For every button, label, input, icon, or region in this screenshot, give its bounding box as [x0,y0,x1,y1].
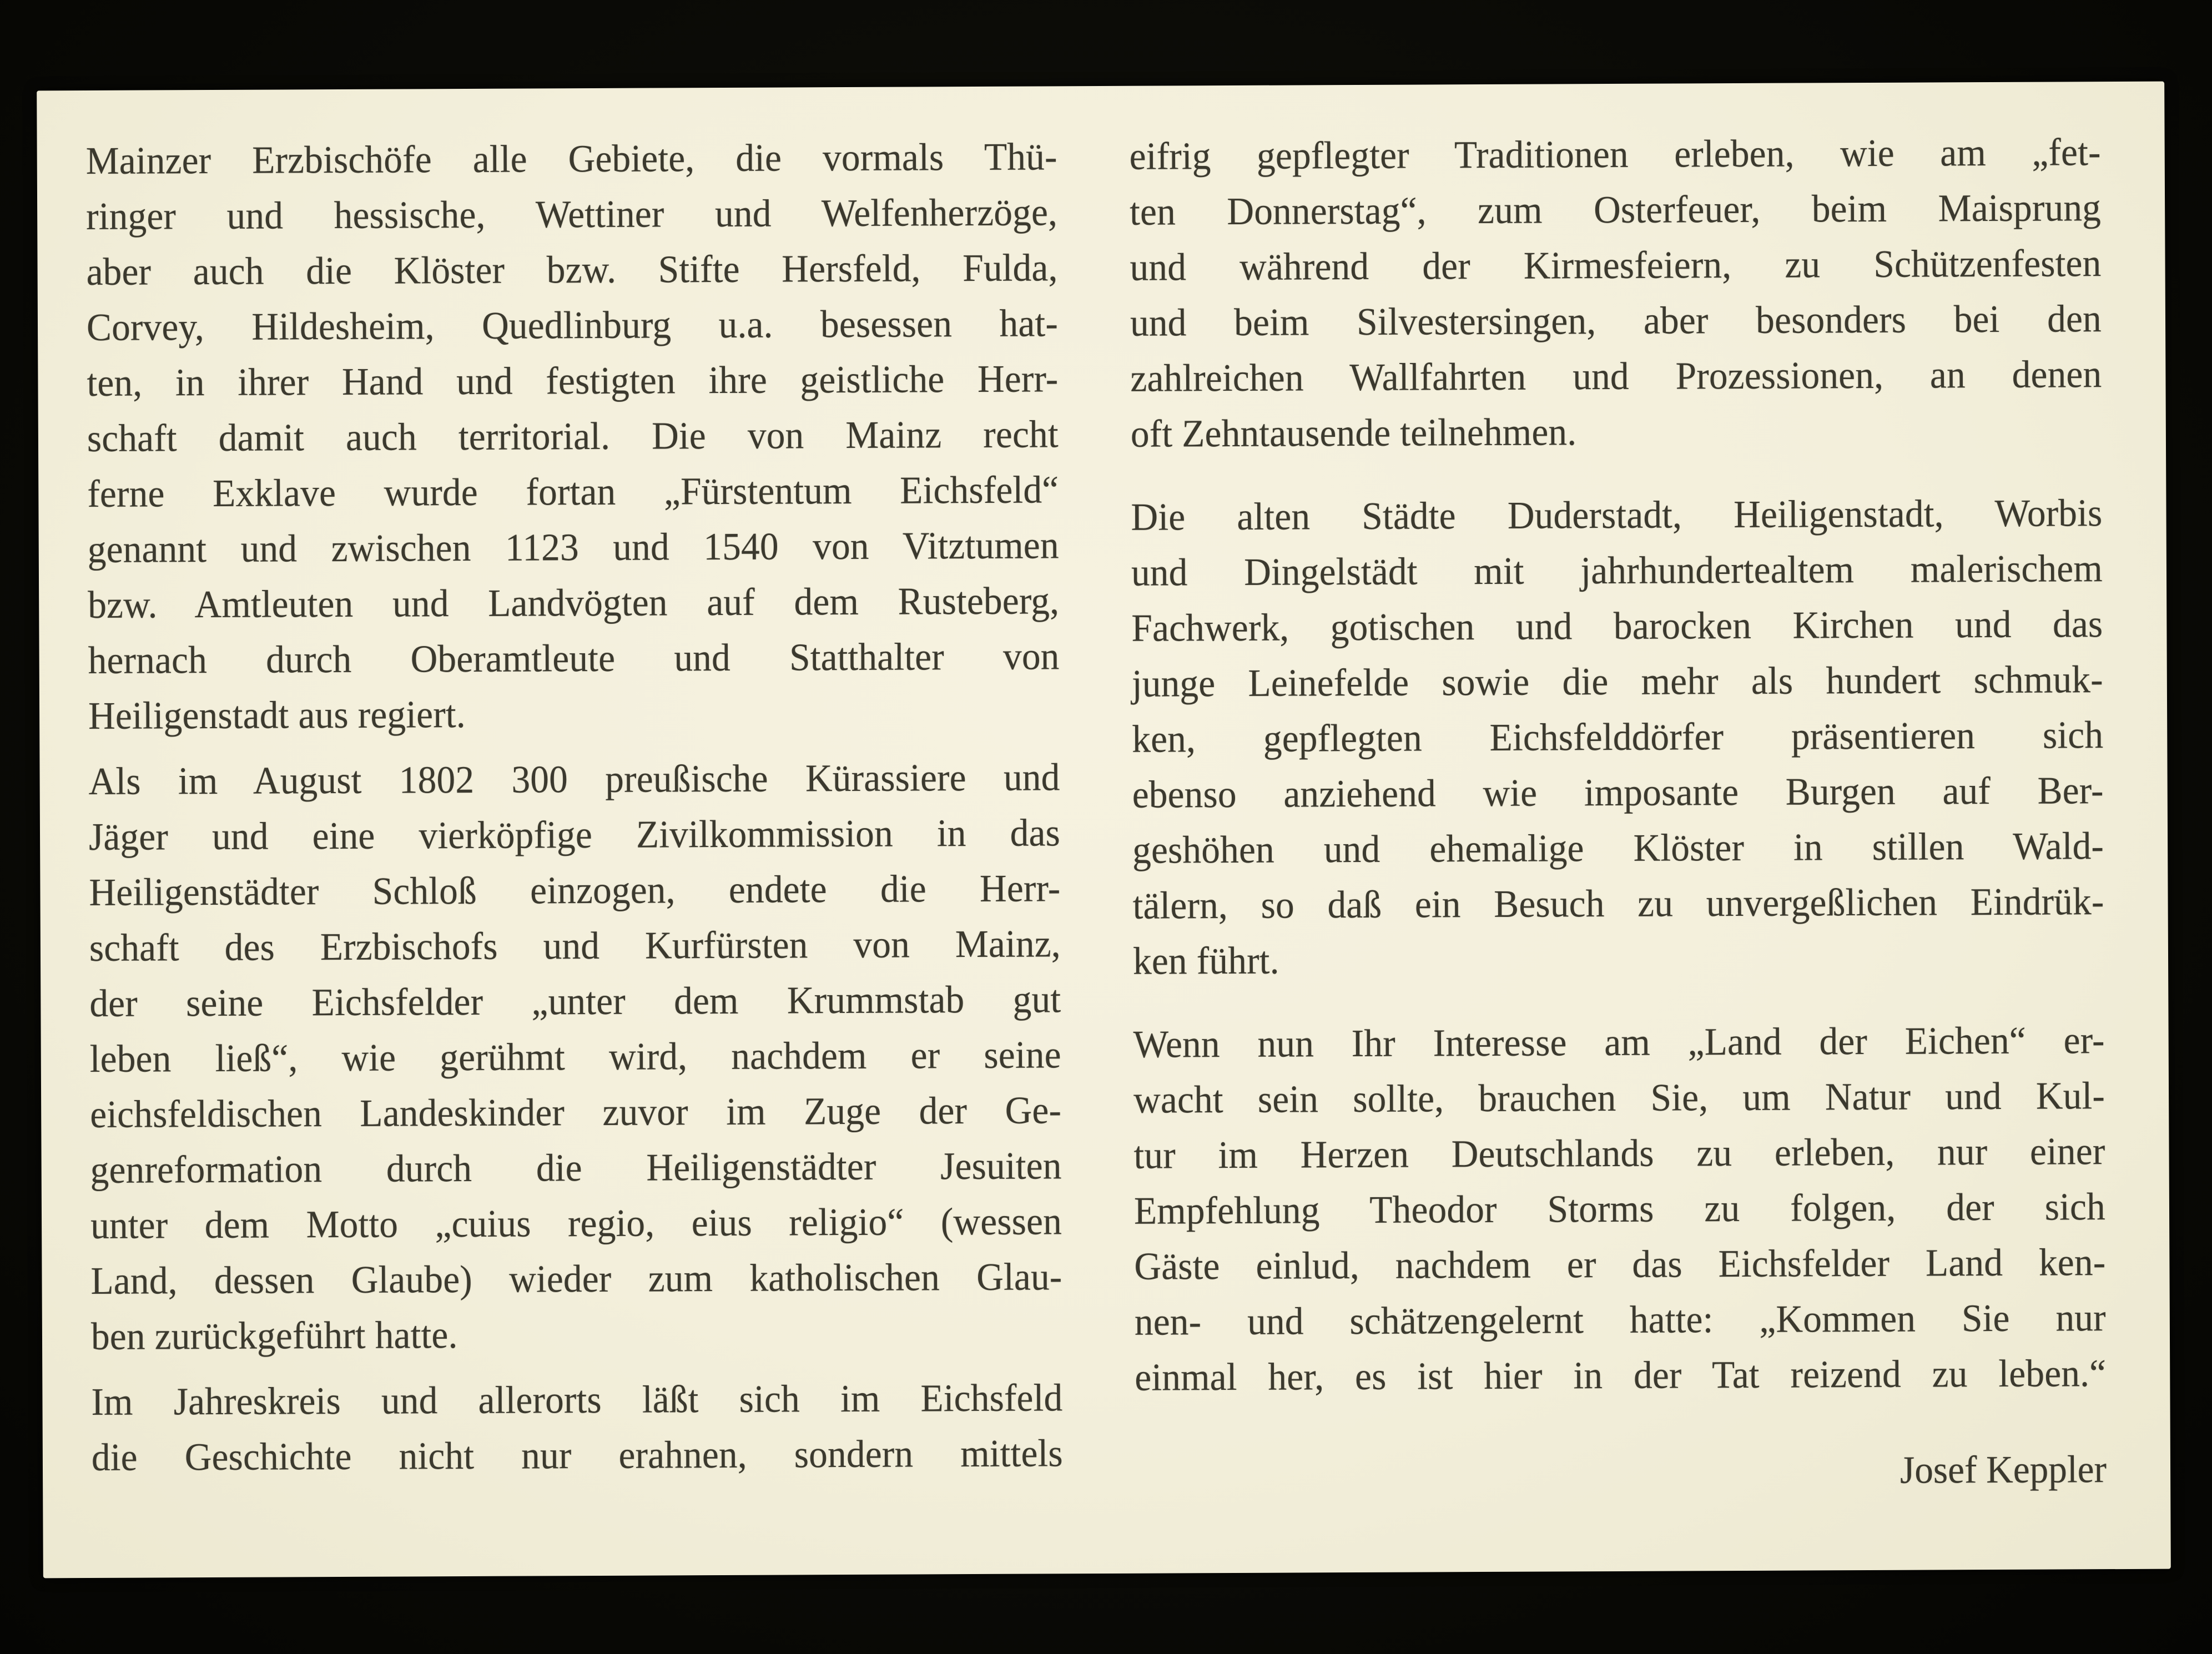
text-line: leben ließ“, wie gerühmt wird, nachdem er seine [89,1033,1061,1081]
author-signature: Josef Keppler [1899,1448,2107,1492]
text-line: wacht sein sollte, brauchen Sie, um Natur und Kul- [1133,1075,2105,1122]
text-line: Empfehlung Theodor Storms zu folgen, der sich [1133,1186,2106,1233]
text-line: Als im August 1802 300 preußische Kürassiere und [88,756,1060,803]
text-line: Jäger und eine vierköpfige Zivilkommission in das [88,811,1061,859]
paragraph [1131,486,2143,990]
text-line: unter dem Motto „cuius regio, eius religio“ (wessen [90,1200,1062,1247]
text-line: ken, gepflegten Eichsfelddörfer präsentieren sich [1132,714,2104,761]
text-line: Fachwerk, gotischen und barocken Kirchen und das [1131,603,2103,650]
text-line: genreformation durch die Heiligenstädter Jesuiten [90,1144,1062,1192]
text-line: ebenso anziehend wie imposante Burgen auf Ber- [1132,769,2104,816]
text-line: ten Donnerstag“, zum Osterfeuer, beim Maisprung [1129,186,2102,234]
text-line: nen- und schätzengelernt hatte: „Kommen Sie nur [1134,1297,2106,1344]
paragraph [1133,1013,2145,1406]
text-line: geshöhen und ehemalige Klöster in stillen Wald- [1132,825,2104,872]
text-line: tälern, so daß ein Besuch zu unvergeßlichen Eindrük- [1132,880,2104,927]
text-line: ken führt. [1132,939,1279,983]
text-line: Im Jahreskreis und allerorts läßt sich im Eichsfeld [91,1376,1063,1424]
text-line: bzw. Amtleuten und Landvögten auf dem Rusteberg, [88,579,1060,627]
text-line: der seine Eichsfelder „unter dem Krummstab gut [89,978,1061,1025]
text-line: und während der Kirmesfeiern, zu Schützenfesten [1130,242,2102,289]
text-line: Gäste einlud, nachdem er das Eichsfelder Land ken- [1134,1241,2106,1288]
text-line: Wenn nun Ihr Interesse am „Land der Eichen“ er- [1133,1019,2105,1066]
text-line: tur im Herzen Deutschlands zu erleben, nur einer [1133,1130,2105,1177]
text-line: und beim Silvestersingen, aber besonders bei den [1130,297,2102,345]
text-line: junge Leinefelde sowie die mehr als hundert schmuk- [1131,658,2103,705]
text-line: Land, dessen Glaube) wieder zum katholischen Glau- [90,1255,1062,1303]
text-line: Heiligenstädter Schloß einzogen, endete die Herr- [89,867,1061,914]
text-line: hernach durch Oberamtleute und Statthalter von [88,635,1060,682]
text-line: schaft damit auch territorial. Die von Mainz recht [87,413,1059,460]
text-line: und Dingelstädt mit jahrhundertealtem malerischem [1131,547,2103,594]
text-line: die Geschichte nicht nur erahnen, sondern mittels [91,1432,1064,1479]
text-line: ten, in ihrer Hand und festigten ihre geistliche Herr- [87,357,1059,405]
text-line: zahlreichen Wallfahrten und Prozessionen, an denen [1130,353,2102,400]
text-line: Die alten Städte Duderstadt, Heiligenstadt, Worbis [1131,492,2103,539]
text-line: Heiligenstadt aus regiert. [88,693,466,738]
text-line: Corvey, Hildesheim, Quedlinburg u.a. besessen hat- [86,302,1059,349]
text-line: genannt und zwischen 1123 und 1540 von Vitztumen [87,524,1059,571]
text-line: ringer und hessische, Wettiner und Welfenherzöge, [85,191,1058,238]
text-line: Mainzer Erzbischöfe alle Gebiete, die vormals Thü- [85,135,1057,183]
text-line: ben zurückgeführt hatte. [90,1314,458,1358]
paragraph [88,750,1101,1365]
text-line: ferne Exklave wurde fortan „Fürstentum Eichsfeld“ [87,468,1059,516]
text-line: aber auch die Klöster bzw. Stifte Hersfeld, Fulda, [86,246,1058,294]
text-line: oft Zehntausende teilnehmen. [1130,411,1577,456]
paragraph [91,1370,1102,1486]
text-line: einmal her, es ist hier in der Tat reizend zu leben.“ [1135,1352,2107,1399]
text-column-left [86,129,1102,1496]
document-page [37,82,2171,1579]
text-line: eifrig gepflegter Traditionen erleben, wie am „fet- [1129,131,2101,178]
text-line: eichsfeldischen Landeskinder zuvor im Zuge der Ge- [90,1089,1062,1136]
text-line: schaft des Erzbischofs und Kurfürsten von Mainz, [89,922,1061,970]
paragraph [1129,125,2141,462]
text-column-right [1129,125,2145,1502]
paragraph [86,129,1099,744]
